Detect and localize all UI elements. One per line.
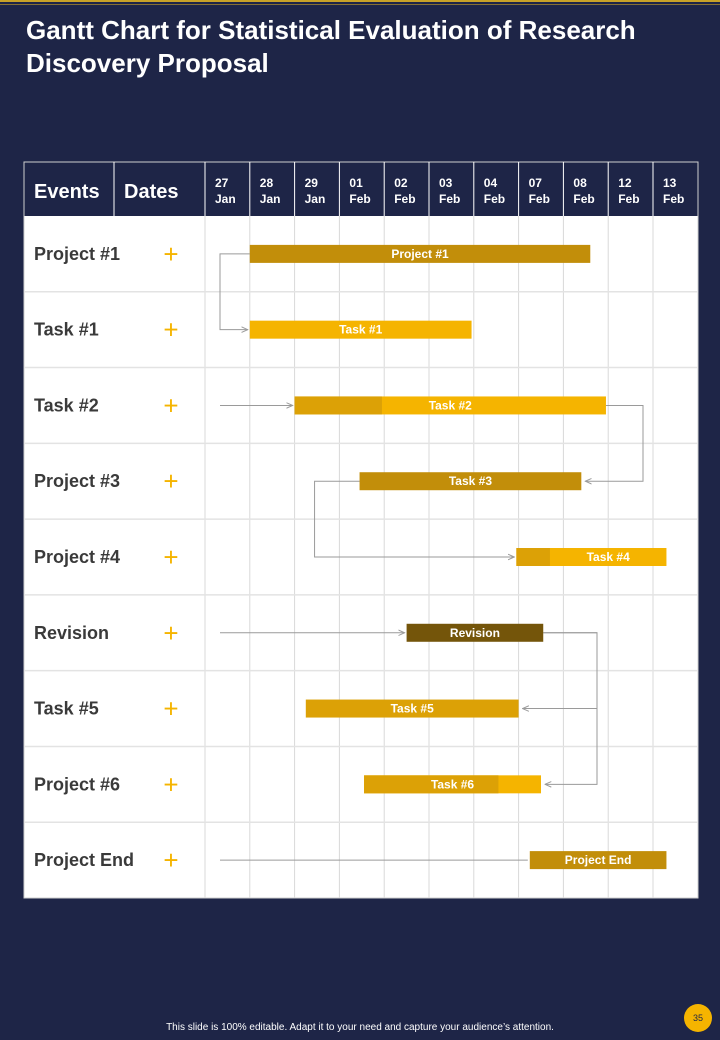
- bar-label: Task #3: [448, 474, 493, 489]
- date-month-label: Feb: [573, 192, 595, 206]
- table-background: [24, 162, 698, 898]
- plus-icon: +: [163, 238, 179, 269]
- date-day-label: 28: [259, 176, 274, 190]
- date-month-label: Jan: [304, 192, 326, 206]
- plus-icon: +: [163, 693, 179, 724]
- bar-progress: [295, 396, 382, 414]
- page-title: Gantt Chart for Statistical Evaluation of Research Discovery Proposal: [26, 15, 636, 78]
- bar-label: Task #4: [586, 550, 630, 564]
- date-month-label: Feb: [439, 192, 461, 206]
- row-label-1: Task #1: [34, 319, 99, 340]
- row-label-2: Task #2: [34, 395, 99, 416]
- row-label-6: Task #5: [34, 698, 99, 719]
- bar-label: Task #6: [430, 777, 475, 792]
- date-month-label: Feb: [528, 192, 550, 206]
- date-day-label: 12: [618, 176, 632, 190]
- date-month-label: Jan: [259, 192, 281, 206]
- plus-icon: +: [163, 769, 179, 800]
- date-day-label: 04: [483, 176, 498, 190]
- row-label-0: Project #1: [34, 243, 121, 264]
- gantt-bar-3: [360, 472, 582, 490]
- header-dates: Dates: [124, 181, 179, 203]
- date-day-label: 27: [215, 176, 229, 190]
- date-month-label: Feb: [394, 192, 416, 206]
- gantt-bar-6: [306, 700, 519, 718]
- row-label-7: Project #6: [34, 774, 121, 795]
- bar-label: Project End: [564, 853, 632, 868]
- plus-icon: +: [163, 314, 179, 345]
- bar-label: Project #1: [391, 246, 449, 261]
- row-label-3: Project #3: [34, 471, 121, 492]
- date-month-label: Feb: [663, 192, 685, 206]
- bar-label: Task #2: [428, 398, 472, 413]
- date-month-label: Feb: [618, 192, 640, 206]
- plus-icon: +: [163, 390, 179, 421]
- plus-icon: +: [163, 466, 179, 497]
- bar-label: Revision: [449, 625, 500, 640]
- bar-progress: [516, 548, 550, 566]
- date-day-label: 29: [304, 176, 318, 190]
- date-day-label: 02: [394, 176, 408, 190]
- plus-icon: +: [163, 845, 179, 876]
- page-number-badge: 35: [684, 1004, 712, 1032]
- date-day-label: 03: [439, 176, 453, 190]
- date-day-label: 01: [349, 176, 363, 190]
- row-label-5: Revision: [34, 622, 110, 643]
- bar-label: Task #1: [339, 322, 383, 337]
- gantt-bar-8: [530, 851, 667, 869]
- gantt-bar-1: [250, 321, 472, 339]
- footer-note: This slide is 100% editable. Adapt it to your need and capture your audience’s attention.: [166, 1022, 554, 1033]
- gantt-bar-0: [250, 245, 590, 263]
- date-month-label: Feb: [349, 192, 371, 206]
- date-day-label: 13: [663, 176, 677, 190]
- date-month-label: Jan: [215, 192, 236, 206]
- plus-icon: +: [163, 617, 179, 648]
- gantt-bar-4: [516, 548, 666, 566]
- bar-label: Task #5: [390, 701, 434, 716]
- gantt-bar-2: [295, 396, 606, 414]
- row-label-4: Project #4: [34, 547, 121, 567]
- header-events: Events: [34, 181, 100, 203]
- plus-icon: +: [163, 542, 179, 572]
- gantt-bar-5: [407, 624, 544, 642]
- row-label-8: Project End: [34, 850, 135, 871]
- gantt-bar-7: [364, 775, 541, 793]
- date-day-label: 08: [573, 176, 587, 190]
- date-month-label: Feb: [483, 192, 506, 206]
- date-day-label: 07: [528, 176, 542, 190]
